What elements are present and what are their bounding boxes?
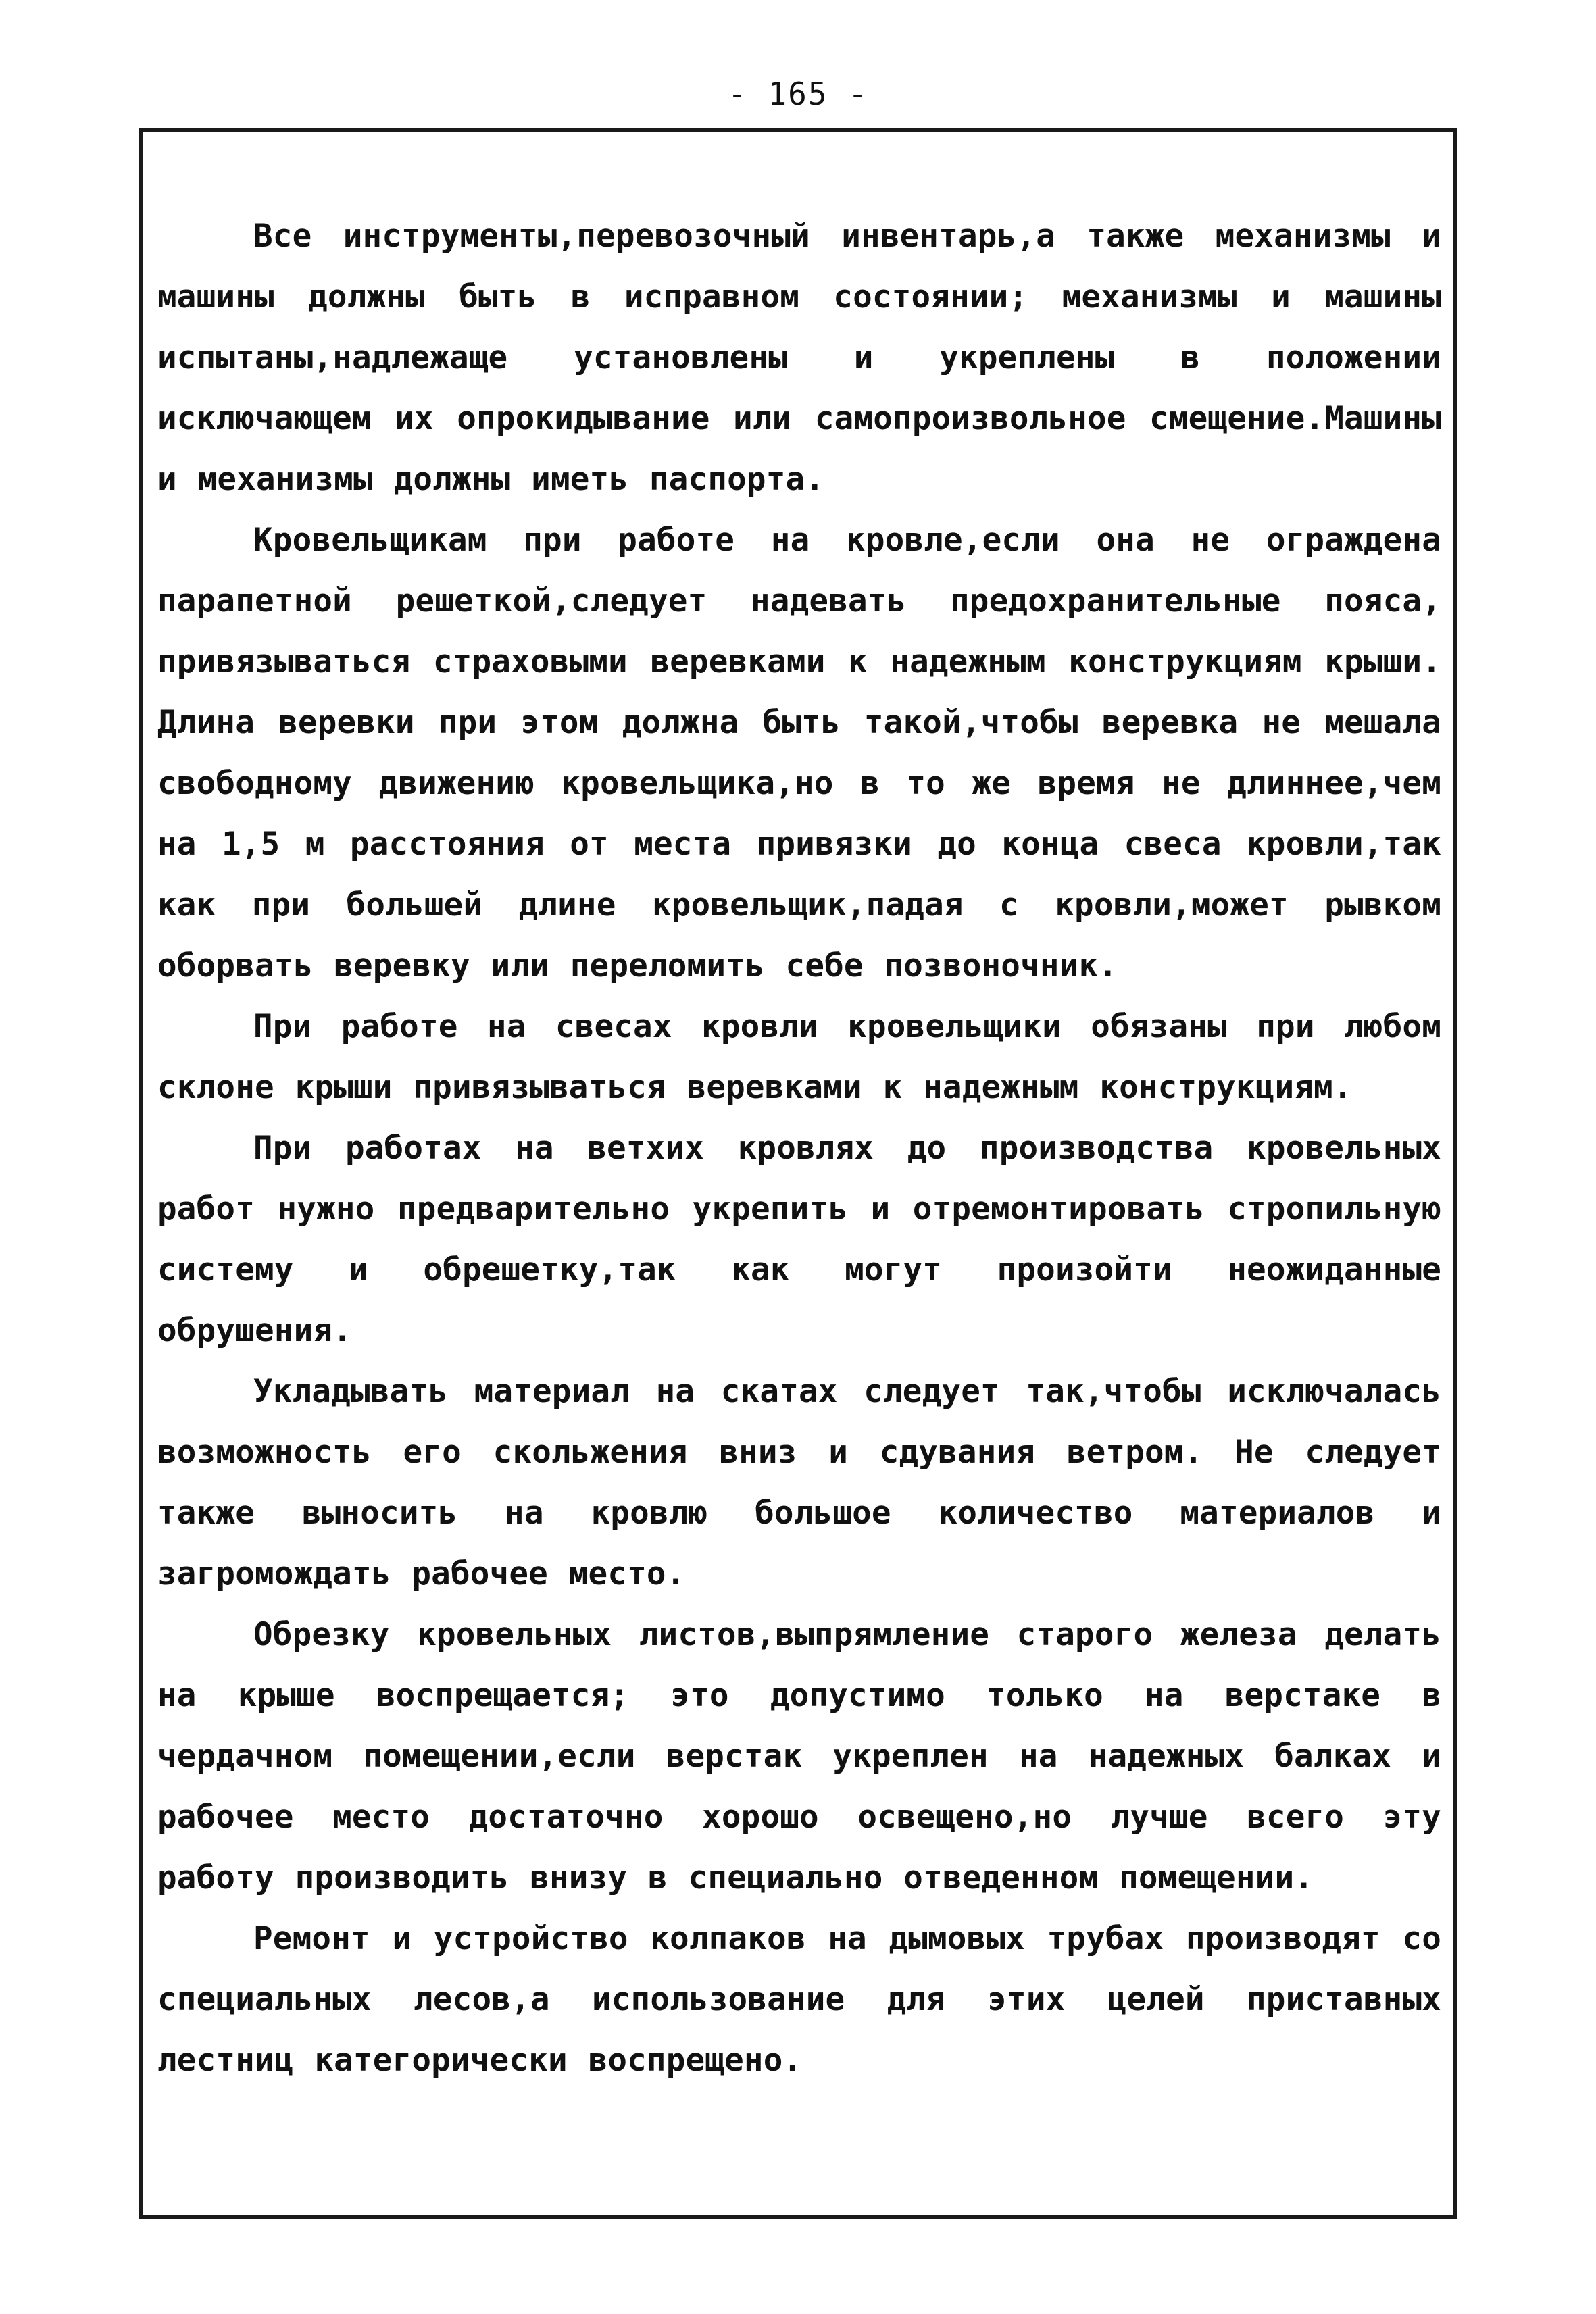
- text-frame: [139, 128, 1457, 2219]
- paragraph-cutting-sheets: Обрезку кровельных листов,выпрямление старого железа делать на крыше воспрещается; это допустимо только на верстаке в чердачном помещении,если верстак укреплен на надежных балках и рабочее место достаточно хорошо освещено,но лучше всего эту работу производить внизу в специально отведенном помещении.: [157, 1616, 1441, 1896]
- text-body: [157, 206, 1441, 2091]
- paragraph-safety-belts: Кровельщикам при работе на кровле,если она не ограждена парапетной решеткой,следует надевать предохранительные пояса, привязываться страховыми веревками к надежным конструкциям крыши. Длина веревки при этом должна быть такой,чтобы веревка не мешала свободному движению кровельщика,но в то же время не длиннее,чем на 1,5 м расстояния от места привязки до конца свеса кровли,так как при большей длине кровельщик,падая с кровли,может рывком оборвать веревку или переломить себе позвоночник.: [157, 522, 1441, 984]
- paragraph-materials-on-slopes: Укладывать материал на скатах следует так,чтобы исключалась возможность его скольжения вниз и сдувания ветром. Не следует также выносить на кровлю большое количество материалов и загромождать рабочее место.: [157, 1373, 1441, 1592]
- paragraph-chimney-caps: Ремонт и устройство колпаков на дымовых трубах производят со специальных лесов,а использование для этих целей приставных лестниц категорически воспрещено.: [157, 1920, 1441, 2079]
- paragraph-tools-condition: Все инструменты,перевозочный инвентарь,а также механизмы и машины должны быть в исправном состоянии; механизмы и машины испытаны,надлежаще установлены и укреплены в положении исключающем их опрокидывание или самопроизвольное смещение.Машины и механизмы должны иметь паспорта.: [157, 218, 1441, 498]
- paragraph-old-roofs: При работах на ветхих кровлях до производства кровельных работ нужно предварительно укрепить и отремонтировать стропильную систему и обрешетку,так как могут произойти неожиданные обрушения.: [157, 1130, 1441, 1349]
- page-number: - 165 -: [728, 76, 868, 112]
- paragraph-roof-eaves: При работе на свесах кровли кровельщики обязаны при любом склоне крыши привязываться веревками к надежным конструкциям.: [157, 1008, 1441, 1106]
